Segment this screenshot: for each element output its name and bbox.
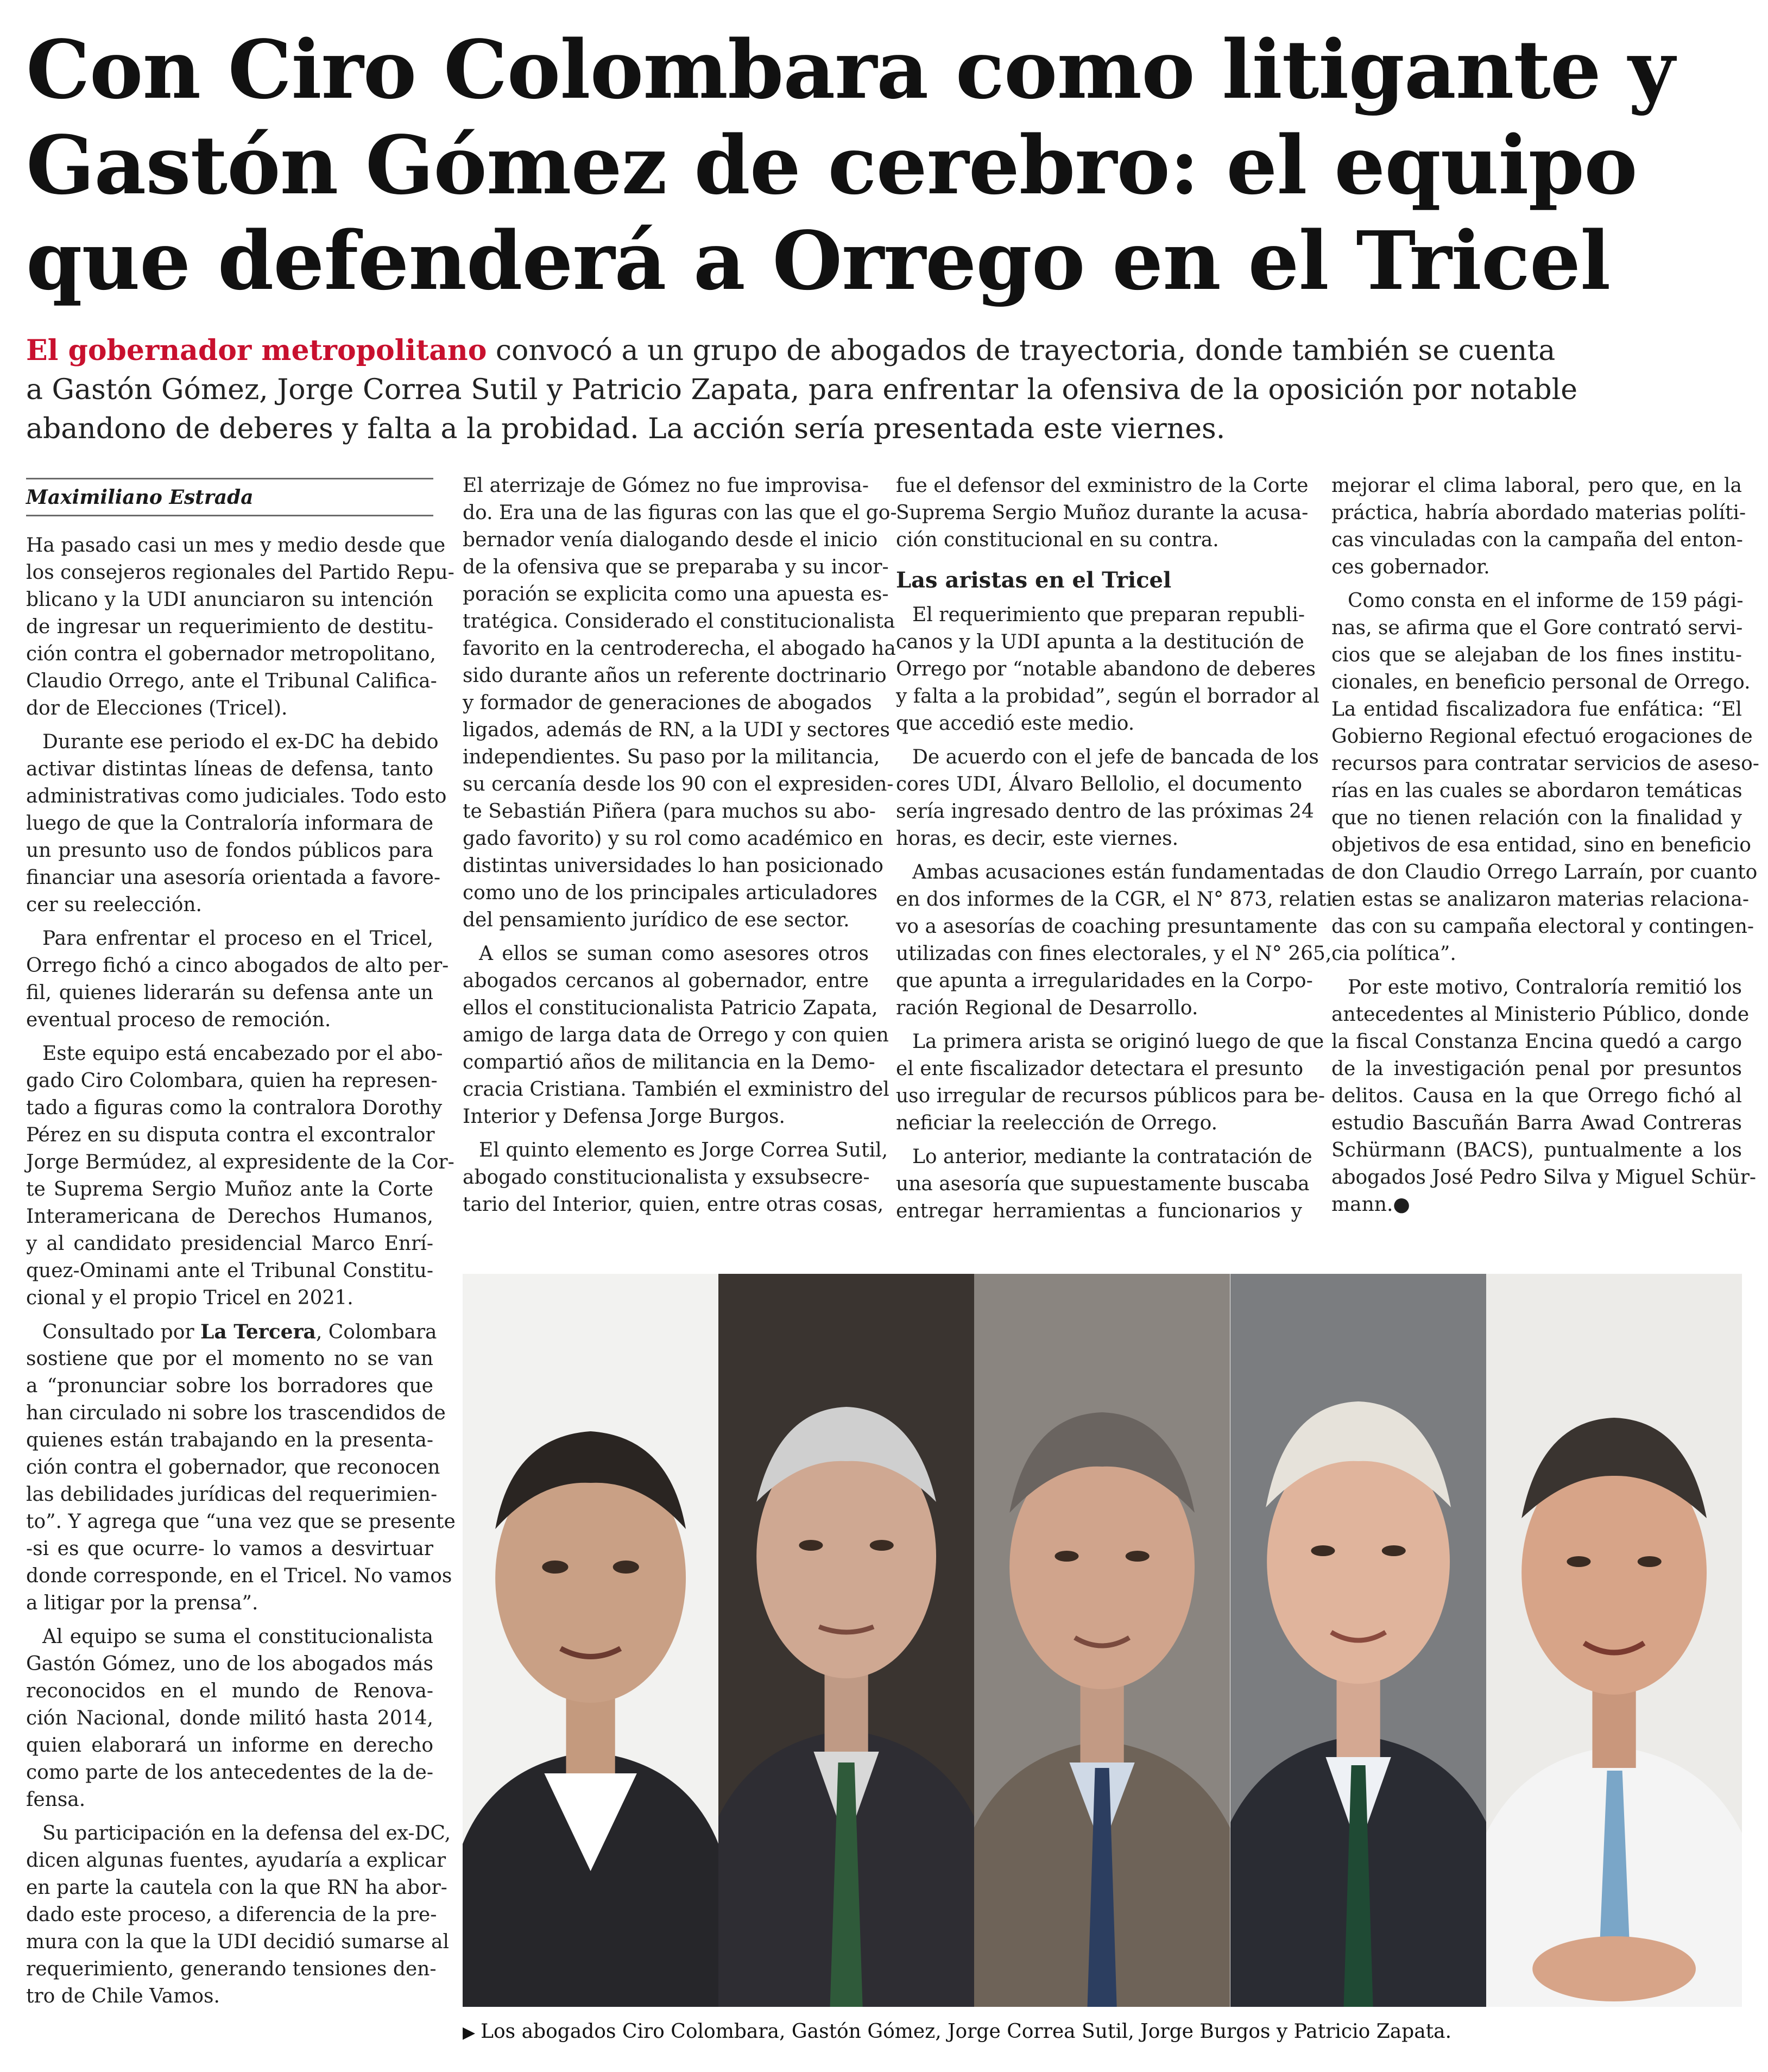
text-line: la fiscal Constanza Encina quedó a cargo xyxy=(1331,1031,1742,1053)
text-line: Su participación en la defensa del ex-DC, xyxy=(42,1822,451,1844)
text-line: cer su reelección. xyxy=(26,894,202,916)
paragraph-gap xyxy=(463,1130,869,1137)
text-run: , Colombara xyxy=(315,1321,437,1343)
text-line: Ha pasado casi un mes y medio desde que xyxy=(26,534,446,557)
text-line: A ellos se suman como asesores otros xyxy=(479,943,869,965)
text-line: Orrego por “notable abandono de deberes xyxy=(896,658,1316,680)
deck-line-3: abandono de deberes y falta a la probidad. La acción sería presentada este viernes. xyxy=(26,413,1226,445)
paragraph-gap xyxy=(26,1034,433,1040)
text-line: mejorar el clima laboral, pero que, en la xyxy=(1331,475,1742,497)
text-line: como parte de los antecedentes de la de- xyxy=(26,1761,433,1784)
article-column-3 xyxy=(896,472,1339,1225)
text-line: canos y la UDI apunta a la destitución de xyxy=(896,631,1304,653)
text-line: sostiene que por el momento no se van xyxy=(26,1348,433,1370)
text-line: cios que se alejaban de los fines institu- xyxy=(1331,644,1742,666)
text-line: uso irregular de recursos públicos para be- xyxy=(896,1085,1325,1107)
text-line: La primera arista se originó luego de que xyxy=(912,1031,1324,1053)
paragraph-gap xyxy=(896,595,1302,602)
text-line: Como consta en el informe de 159 pági- xyxy=(1348,590,1744,612)
caption-marker-icon: ▶ xyxy=(463,2023,476,2042)
headline-line-3: que defenderá a Orrego en el Tricel xyxy=(26,213,1611,308)
text-line: compartió años de militancia en la Demo- xyxy=(463,1051,875,1073)
text-line: abogado constitucionalista y exsubsecre- xyxy=(463,1166,870,1189)
text-line: neficiar la reelección de Orrego. xyxy=(896,1112,1218,1134)
text-line: y formador de generaciones de abogados xyxy=(463,692,872,714)
deck-line-1 xyxy=(26,331,1720,370)
text-line: De acuerdo con el jefe de bancada de los xyxy=(912,746,1319,768)
text-line: tado a figuras como la contralora Dorothy xyxy=(26,1097,443,1119)
text-line: de don Claudio Orrego Larraín, por cuanto xyxy=(1331,861,1758,883)
byline-rule-top xyxy=(26,478,433,479)
text-line: Al equipo se suma el constitucionalista xyxy=(42,1626,433,1648)
text-line: dicen algunas fuentes, ayudaría a explicar xyxy=(26,1849,446,1872)
paragraph-gap xyxy=(26,919,433,925)
text-line: bernador venía dialogando desde el inicio xyxy=(463,529,878,551)
text-line: cional y el propio Tricel en 2021. xyxy=(26,1287,353,1309)
text-line: quez-Ominami ante el Tribunal Constitu- xyxy=(26,1260,433,1282)
text-line: el ente fiscalizador detectara el presunto xyxy=(896,1058,1304,1080)
paragraph-gap xyxy=(26,1814,433,1820)
text-line: sido durante años un referente doctrinario xyxy=(463,665,887,687)
headline xyxy=(26,22,1742,308)
text-line: ción Nacional, donde militó hasta 2014, xyxy=(26,1707,433,1729)
text-line: tario del Interior, quien, entre otras cosas, xyxy=(463,1193,884,1216)
text-line: una asesoría que supuestamente buscaba xyxy=(896,1173,1310,1195)
deck-accent: El gobernador metropolitano xyxy=(26,334,487,367)
deck-line-1-rest: convocó a un grupo de abogados de trayectoria, donde también se cuenta xyxy=(487,334,1556,367)
text-line: de ingresar un requerimiento de destitu- xyxy=(26,616,433,638)
text-line: ces gobernador. xyxy=(1331,556,1490,578)
text-line: fensa. xyxy=(26,1789,86,1811)
publication-name: La Tercera xyxy=(200,1321,316,1343)
text-line: das con su campaña electoral y contingen- xyxy=(1331,915,1754,938)
text-line: distintas universidades lo han posicionado xyxy=(463,855,883,877)
article-column-1 xyxy=(26,532,456,2010)
text-line: sería ingresado dentro de las próximas 24 xyxy=(896,800,1314,823)
text-line: Este equipo está encabezado por el abo- xyxy=(42,1043,443,1065)
text-line: utilizadas con fines electorales, y el N° 265, xyxy=(896,943,1332,965)
text-line: administrativas como judiciales. Todo esto xyxy=(26,785,447,807)
text-line: ración Regional de Desarrollo. xyxy=(896,997,1198,1019)
text-line: -si es que ocurre- lo vamos a desvirtuar xyxy=(26,1538,433,1560)
text-line: luego de que la Contraloría informara de xyxy=(26,812,433,835)
text-line: práctica, habría abordado materias políti- xyxy=(1331,502,1746,524)
photo-caption xyxy=(463,2019,1742,2046)
text-line: Gastón Gómez, uno de los abogados más xyxy=(26,1653,433,1675)
text-line: te Sebastián Piñera (para muchos su abo- xyxy=(463,800,876,823)
text-line: y al candidato presidencial Marco Enrí- xyxy=(26,1233,433,1255)
text-line: un presunto uso de fondos públicos para xyxy=(26,839,433,862)
text-line: ción constitucional en su contra. xyxy=(896,529,1219,551)
text-line: requerimiento, generando tensiones den- xyxy=(26,1958,437,1980)
text-line: vo a asesorías de coaching presuntamente xyxy=(896,915,1318,938)
text-line: Suprema Sergio Muñoz durante la acusa- xyxy=(896,502,1309,524)
text-line: cionales, en beneficio personal de Orrego. xyxy=(1331,671,1751,693)
text-line: rías en las cuales se abordaron temáticas xyxy=(1331,780,1742,802)
text-line: han circulado ni sobre los trascendidos de xyxy=(26,1402,446,1424)
text-line: que apunta a irregularidades en la Corpo- xyxy=(896,970,1313,992)
text-line: do. Era una de las figuras con las que el go- xyxy=(463,502,897,524)
text-line: de la investigación penal por presuntos xyxy=(1331,1058,1742,1080)
text-line: entregar herramientas a funcionarios y xyxy=(896,1200,1302,1222)
text-line: Interior y Defensa Jorge Burgos. xyxy=(463,1106,785,1128)
end-mark-icon: ● xyxy=(1393,1193,1410,1216)
text-line: recursos para contratar servicios de aseso- xyxy=(1331,753,1759,775)
text-line: estudio Bascuñán Barra Awad Contreras xyxy=(1331,1112,1742,1134)
text-line: quien elaborará un informe en derecho xyxy=(26,1734,433,1757)
portrait-ciro-colombara xyxy=(463,1274,718,2007)
text-line: reconocidos en el mundo de Renova- xyxy=(26,1680,433,1702)
text-line: del pensamiento jurídico de ese sector. xyxy=(463,909,850,931)
text-line: Schürmann (BACS), puntualmente a los xyxy=(1331,1139,1742,1161)
lawyers-photo-strip xyxy=(463,1274,1742,2007)
text-run: Consultado por xyxy=(42,1321,201,1343)
text-line: poración se explicita como una apuesta es- xyxy=(463,583,889,605)
text-line: financiar una asesoría orientada a favore- xyxy=(26,867,441,889)
text-line: Orrego fichó a cinco abogados de alto per- xyxy=(26,955,449,977)
article-column-4 xyxy=(1331,472,1759,1218)
section-subheading: Las aristas en el Tricel xyxy=(896,567,1172,593)
text-line: los consejeros regionales del Partido Repu- xyxy=(26,561,454,584)
text-line: Gobierno Regional efectuó erogaciones de xyxy=(1331,725,1753,748)
text-line: en dos informes de la CGR, el N° 873, relati- xyxy=(896,888,1339,911)
text-line: favorito en la centroderecha, el abogado ha xyxy=(463,637,896,660)
text-line: fue el defensor del exministro de la Corte xyxy=(896,475,1309,497)
text-line: activar distintas líneas de defensa, tanto xyxy=(26,758,433,780)
paragraph-gap xyxy=(896,737,1302,744)
text-line: tro de Chile Vamos. xyxy=(26,1985,220,2007)
paragraph-gap xyxy=(26,1312,433,1318)
text-line: El aterrizaje de Gómez no fue improvisa- xyxy=(463,475,869,497)
text-line: donde corresponde, en el Tricel. No vamos xyxy=(26,1565,452,1587)
text-line: antecedentes al Ministerio Público, donde xyxy=(1331,1003,1750,1026)
text-line: ellos el constitucionalista Patricio Zapata, xyxy=(463,997,878,1019)
deck-line-2: a Gastón Gómez, Jorge Correa Sutil y Patricio Zapata, para enfrentar la ofensiva de la oposición por notable xyxy=(26,374,1578,406)
byline-rule-bottom xyxy=(26,515,433,516)
text-line: a litigar por la prensa”. xyxy=(26,1592,258,1614)
text-line: amigo de larga data de Orrego y con quien xyxy=(463,1024,889,1046)
text-line: El quinto elemento es Jorge Correa Sutil, xyxy=(479,1139,888,1161)
paragraph-gap xyxy=(463,934,869,940)
portrait-patricio-zapata xyxy=(1486,1274,1742,2007)
paragraph-gap xyxy=(1331,581,1742,588)
text-line: abogados José Pedro Silva y Miguel Schür- xyxy=(1331,1166,1757,1189)
text-line: en parte la cautela con la que RN ha abor- xyxy=(26,1877,447,1899)
portrait-gaston-gomez xyxy=(718,1274,974,2007)
portrait-jorge-burgos xyxy=(1230,1274,1486,2007)
text-line: como uno de los principales articuladores xyxy=(463,882,878,904)
text-line: El requerimiento que preparan republi- xyxy=(912,604,1305,626)
paragraph-gap xyxy=(26,1617,433,1624)
paragraph-gap xyxy=(26,722,433,729)
text-line: independientes. Su paso por la militancia, xyxy=(463,746,880,768)
text-line: abogados cercanos al gobernador, entre xyxy=(463,970,869,992)
text-line: Para enfrentar el proceso en el Tricel, xyxy=(42,927,433,950)
text-line: Claudio Orrego, ante el Tribunal Califica- xyxy=(26,670,437,692)
text-line xyxy=(26,1318,437,1345)
text-line: mura con la que la UDI decidió sumarse al xyxy=(26,1931,449,1953)
text-run: mann. xyxy=(1331,1193,1393,1216)
text-line: gado Ciro Colombara, quien ha represen- xyxy=(26,1070,438,1092)
text-line: cores UDI, Álvaro Bellolio, el documento xyxy=(896,773,1302,795)
text-line: cracia Cristiana. También el exministro del xyxy=(463,1078,889,1101)
text-line: La entidad fiscalizadora fue enfática: “El xyxy=(1331,698,1742,721)
paragraph-gap xyxy=(896,1137,1302,1144)
paragraph-gap xyxy=(896,852,1302,859)
text-line: Lo anterior, mediante la contratación de xyxy=(912,1146,1312,1168)
text-line: tratégica. Considerado el constitucionalista xyxy=(463,610,895,633)
text-line: horas, es decir, este viernes. xyxy=(896,827,1179,850)
text-line: Durante ese periodo el ex-DC ha debido xyxy=(42,731,439,753)
portrait-jorge-correa-sutil xyxy=(974,1274,1230,2007)
text-line: de la ofensiva que se preparaba y su incor- xyxy=(463,556,889,578)
text-line xyxy=(1331,1191,1742,1218)
text-line: delitos. Causa en la que Orrego fichó al xyxy=(1331,1085,1742,1107)
paragraph-gap xyxy=(1331,968,1742,974)
text-line: Pérez en su disputa contra el excontralor xyxy=(26,1124,435,1146)
text-line: ción contra el gobernador, que reconocen xyxy=(26,1456,440,1479)
text-line: y falta a la probidad”, según el borrador al xyxy=(896,685,1319,707)
text-line: dor de Elecciones (Tricel). xyxy=(26,697,288,719)
text-line: a “pronunciar sobre los borradores que xyxy=(26,1375,433,1397)
text-line: Por este motivo, Contraloría remitió los xyxy=(1348,976,1742,999)
text-line: ligados, además de RN, a la UDI y sectores xyxy=(463,719,890,741)
byline: Maximiliano Estrada xyxy=(26,486,254,509)
text-line: Ambas acusaciones están fundamentadas xyxy=(912,861,1325,883)
text-line: te Suprema Sergio Muñoz ante la Corte xyxy=(26,1178,433,1201)
text-line: que no tienen relación con la finalidad y xyxy=(1331,807,1742,829)
text-line: to”. Y agrega que “una vez que se presente xyxy=(26,1511,456,1533)
text-line: Interamericana de Derechos Humanos, xyxy=(26,1205,433,1228)
article-column-2 xyxy=(463,472,897,1218)
text-line: gado favorito) y su rol como académico en xyxy=(463,827,883,850)
text-line: su cercanía desde los 90 con el expresiden- xyxy=(463,773,894,795)
text-line: ción contra el gobernador metropolitano, xyxy=(26,643,436,665)
text-line: eventual proceso de remoción. xyxy=(26,1009,331,1031)
text-line: quienes están trabajando en la presenta- xyxy=(26,1429,433,1451)
caption-text: Los abogados Ciro Colombara, Gastón Gómez, Jorge Correa Sutil, Jorge Burgos y Patricio Zapata. xyxy=(481,2020,1452,2043)
text-line: blicano y la UDI anunciaron su intención xyxy=(26,589,433,611)
text-line: cia política”. xyxy=(1331,943,1456,965)
text-line: las debilidades jurídicas del requerimien- xyxy=(26,1483,438,1506)
text-line: cas vinculadas con la campaña del enton- xyxy=(1331,529,1743,551)
headline-line-2: Gastón Gómez de cerebro: el equipo xyxy=(26,118,1637,212)
deck-summary xyxy=(26,331,1720,448)
text-line: que accedió este medio. xyxy=(896,712,1135,735)
text-line: en estas se analizaron materias relaciona- xyxy=(1331,888,1749,911)
text-line: dado este proceso, a diferencia de la pre- xyxy=(26,1904,437,1926)
text-line: nas, se afirma que el Gore contrató servi- xyxy=(1331,617,1743,639)
text-line: Jorge Bermúdez, al expresidente de la Cor- xyxy=(26,1151,454,1173)
headline-line-1: Con Ciro Colombara como litigante y xyxy=(26,22,1675,117)
paragraph-gap xyxy=(896,1022,1302,1028)
text-line: fil, quienes liderarán su defensa ante un xyxy=(26,982,433,1004)
text-line: objetivos de esa entidad, sino en beneficio xyxy=(1331,834,1751,856)
